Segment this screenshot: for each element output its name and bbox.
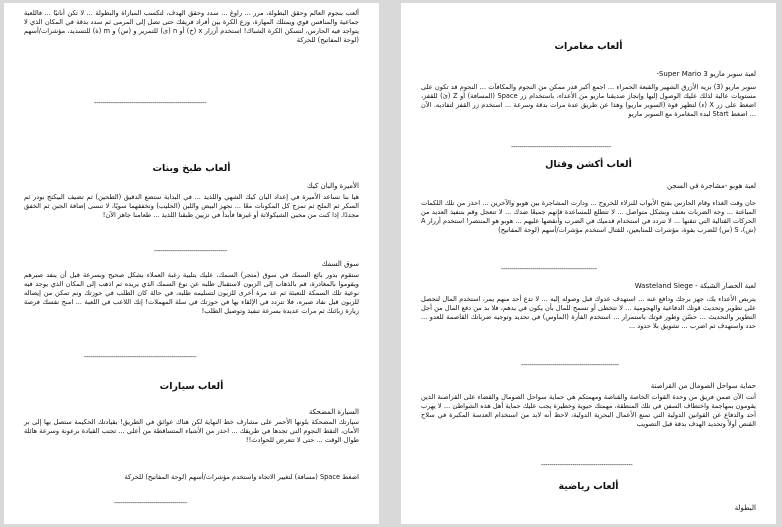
section-heading-sports: ألعاب رياضية [558, 481, 619, 492]
wasteland-siege-description: يتربص الأعداء بك، جهز برجك ودافع عنه ... استهدف عدوك قبل وصوله إليه ... لا تدع أحد منهم يمر، استخدم المال لتحصل على تطوير وتحديث قوتك الدفاعية والهجومية ... لا تتخطى أو تسمح للمال بأن يكون في يدهم، فلا بد من دفع المال من أجل التطوير والتحديث ... حسّن وطور قوتك باستمرار ... استخدم الفأرة (الماوس) في تحديد وتوجيه ضرباتك القاصمة للعدو ... حدد واستهدف ثم اضرب ... تشويق بلا حدود ... [421, 295, 756, 330]
funny-car-description: سيارتك المضحكة بلونها الأحمر على مشارف خط النهاية لكن هناك عوائق في الطريق! بقيادتك الحكيمة ستصل بها إلى بر الأمان، التقط النجوم التي تجدها في طريقك ... احذر من الأشياء المتساقطة من أعلى ... تجنب القيادة برعونة وسرعة هائلة طوال الوقت ... حتى لا تتعرض للحوادث!! [24, 418, 359, 444]
game-title-championship: البطولة [734, 504, 756, 512]
game-title-wasteland-siege: لعبة الحصار الشبكة - Wasteland Siege [634, 282, 756, 290]
section-heading-action: ألعاب أكشن وقتال [545, 159, 632, 170]
separator: ------------------------------------------------ [511, 143, 611, 151]
game-title-hobo-prison: لعبة هوبو -مشاجرة في السجن [666, 182, 756, 190]
document-page-right [401, 3, 776, 524]
game-title-fish-market: سوق السمك [321, 260, 359, 268]
separator: ---------------------------------------------- [501, 265, 597, 273]
funny-car-controls: اضغط Space (مسافة) لتغيير الاتجاه واستخدم مؤشرات/أسهم (لوحة المفاتيح) للحركة [124, 473, 359, 481]
fish-market-description: ستقوم بدور بائع السمك في سوق (متجر) السمك، عليك بتلبية رغبة العملاء بشكل صحيح وبسرعة قبل أن ينفد صبرهم ويقوموا بالمغادرة، قم بالذهاب إلى الزبون لاستقبال طلبه عن نوع السمك الذي يريده ثم اذهب إلى المكان الذي يوجد فيه نوعية تلك السمكة للتعبئة ثم عد مرة أخرى للزبون لتسليمه طلبه، في حالة كان الطلب في حوزتك وتم تمكن من إيصاله للزبون قبل نفاد صبره، فلا تتردد في الإلقاء بها في حوزتك في سلة المهملات! إنك اللاعب في اللعبة ... امنح نفسك فرصة زيارة زبائنك ثم مرات عديدة بسرعة تنفيذ وتوصيل الطلب! [24, 271, 359, 315]
game-title-funny-car: السيارة المضحكة [308, 408, 359, 416]
section-heading-adventure: ألعاب مغامرات [554, 41, 623, 52]
document-page-left [4, 3, 379, 524]
game-title-somali-pirates: حماية سواحل الصومال من القراصنة [650, 382, 756, 390]
hobo-prison-description: حان وقت الغذاء وقام الحارس بفتح الأبواب للنزلاء للخروج ... ودارت المشاجرة بين هوبو والآخرين ... احذر من تلك اللكمات المباغتة ... وجه الضربات بعنف وبشكل متواصل ... لا تتطلع للمساعدة فإنهم جميعًا ضدك ... لا تتعجل وقم بتنفيذ العديد من الحركات القتالية التي تتقنها ... لا تتردد في استخدام قدميك في الضرب وأنقضها عليهم ... هوبو هو المنتصر! استخدم أزرار A (ش)، S (س) للضرب بقوة، مؤشرات للمتابعين، للقتال استخدم مؤشرات/أسهم (لوحة المفاتيح) [421, 199, 756, 234]
separator: ------------------------------------------------------ [94, 99, 207, 107]
football-description: ألعب بنجوم العالم وحقق البطولة، مرر ... راوغ ... سدد وحقق الهدف، لتكسب المباراة والبطولة ... لا تكن أنانيًا ... فاللعبة جماعية والمنافس قوي ويمتلك المهارة، وزع الكرة بين أفراد فريقك حتى تصل إلى المرمى ثم سدد بدقة في المكان الذي لا يتواجد فيه الحارس، لتسكن الكرة الشباك! استخدم أزرار x (خ) أو n (ى) للتمرير و (س) و m (ة) للتسديد، مؤشرات/أسهم (لوحة المفاتيح) للحركة [24, 9, 359, 44]
section-heading-cars: ألعاب سيارات [159, 381, 224, 392]
super-mario-description: سوبر ماريو (3) بزيه الأزرق الشهير والقبعة الحمراء ... اجمع أكبر قدر ممكن من النجوم والمكافآت ... النجوم قد تكون على مستويات عالية لذلك عليك الوصول إليها وإنجاز صديقنا ماريو من الأعداء، باستخدام زر Space (المسافة) أو Z (ئ) للقفز، اضغط على زر X (ء) لتظهر قوة (السوبر ماريو) وهذا عن طريق عدة مرات بدقة وسرعة ... استخدم زر القفز لتفاديه. الآن ... اضغط Start لبدء المغامرة مع السوبر ماريو [421, 83, 756, 118]
section-heading-cooking: ألعاب طبخ وبنات [152, 163, 231, 174]
game-title-super-mario: لعبة سوبر ماريو Super Mario 3- [656, 70, 756, 78]
princess-pancake-description: هيا بنا نساعد الأميرة في إعداد البان كيك الشهي واللذيذ ... في البداية ستضع الدقيق (الطحين) ثم تضيف البيكنج بودر ثم السكر ثم الملح ثم تمزج كل المكونات معًا ... نجهز البيض واللبن (الحليب) ونخفقهما سويًا، لا تنسى إضافة الجبن ثم الخفق مجددًا. إذا كنت من محبي الشيكولاتة أو غيرها فأبدأ في تزيين طبقنا اللذيذ ... طعامنا جاهز الآن! [24, 193, 359, 219]
separator: ------------------------------------------------------ [84, 353, 197, 361]
separator: ----------------------------------------------- [521, 361, 619, 369]
separator: -------------------------------------------- [541, 461, 633, 469]
separator: ----------------------------------- [114, 499, 187, 507]
somali-pirates-description: أنت الآن ضمن فريق من وحدة القوات الخاصة والقناصة ومهمتكم هي حماية سواحل الصومال والقضاء على القراصنة الذين يقومون بمهاجمة واختطاف السفن في تلك المنطقة، مهمتك حيوية وخطيرة يجب عليك حماية أهل هذه الشواطئ ... لا يهرب أحد والدفاع عن القوانين الدولية التي تمنع الأعمال البحرية الدولية، لاحظ أنه لابد من استخدام العدسة المكبرة في سلاح القنص أولاً وتحديد الهدف بدقة قبل التصويب [421, 393, 756, 428]
separator: ----------------------------------- [154, 247, 227, 255]
game-title-princess-pancake: الأميرة والبان كيك [307, 182, 359, 190]
